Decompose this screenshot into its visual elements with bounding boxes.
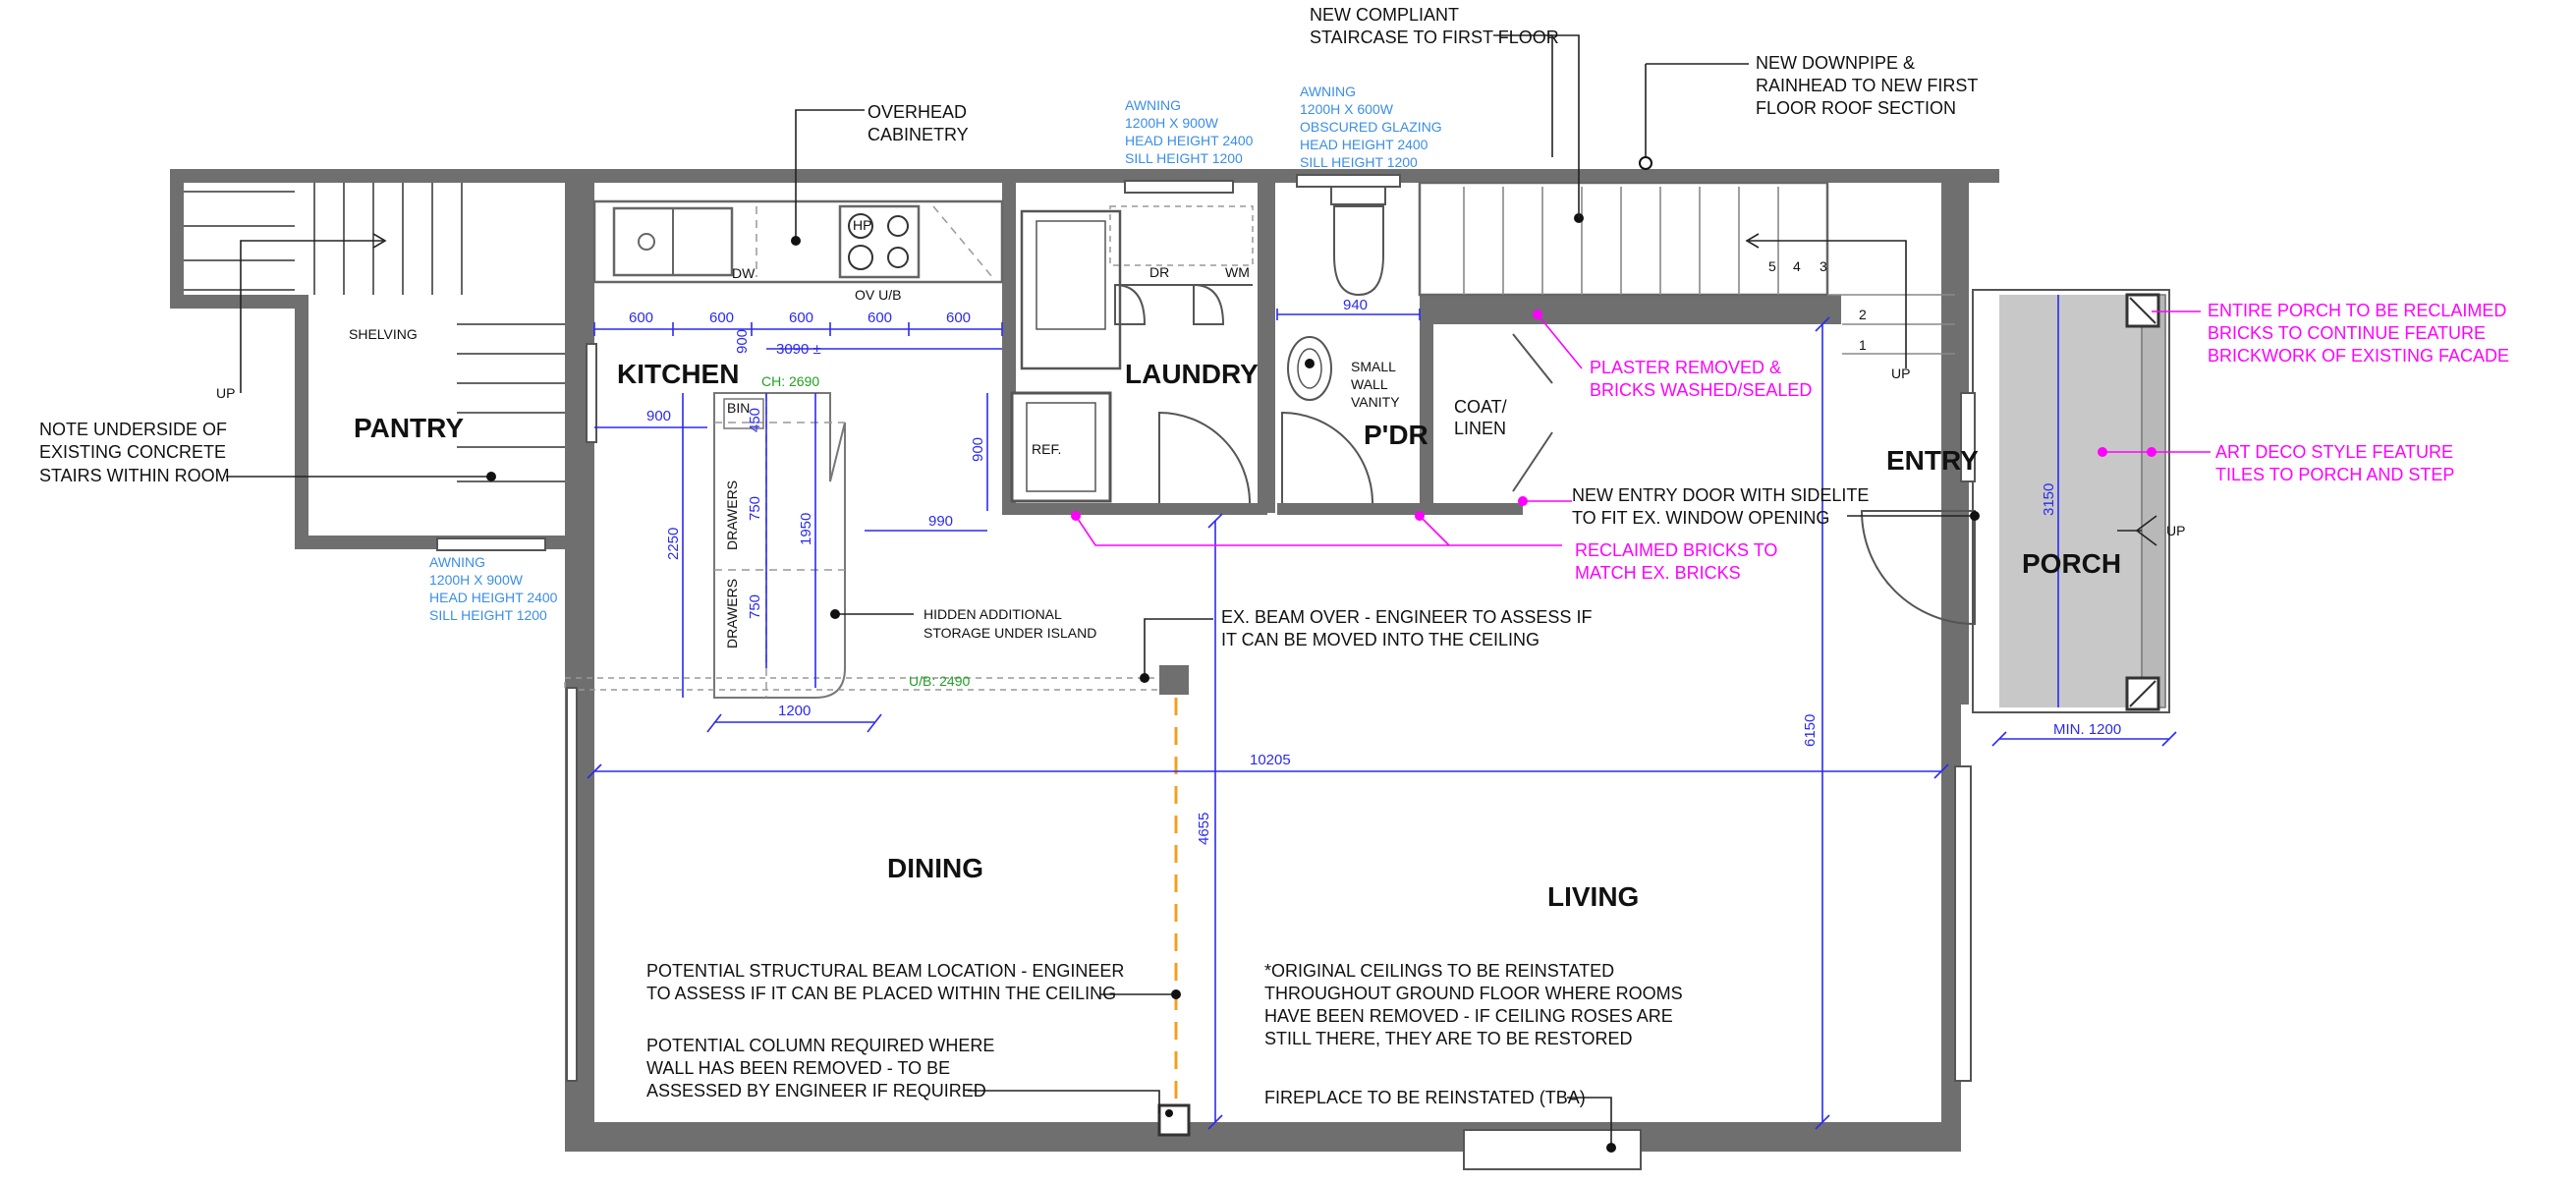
stair-up-label: UP — [1891, 366, 1911, 381]
awning-laundry-line4: SILL HEIGHT 1200 — [1125, 150, 1243, 166]
note-downpipe-line3: FLOOR ROOF SECTION — [1756, 98, 1957, 118]
pink-note-porch-line2: BRICKS TO CONTINUE FEATURE — [2208, 323, 2487, 343]
dim-600-c: 600 — [789, 310, 814, 326]
pink-note-reclaimed-line2: MATCH EX. BRICKS — [1575, 563, 1741, 583]
stair-number-2: 2 — [1859, 307, 1867, 322]
note-ceilings-line2: THROUGHOUT GROUND FLOOR WHERE ROOMS — [1264, 984, 1683, 1003]
doors — [1159, 334, 1975, 624]
label-up-porch: UP — [2166, 523, 2186, 538]
awning-pantry-line2: 1200H X 900W — [429, 572, 523, 588]
dim-990: 990 — [928, 513, 954, 530]
dim-600-d: 600 — [868, 310, 893, 326]
room-label-entry: ENTRY — [1886, 445, 1979, 476]
porch — [1973, 290, 2169, 712]
dim-10205: 10205 — [1250, 752, 1291, 768]
dim-900-kitchen: 900 — [646, 408, 672, 424]
label-drawers-2: DRAWERS — [724, 578, 740, 649]
label-ceiling-height: CH: 2690 — [761, 373, 820, 389]
note-ceilings-line4: STILL THERE, THEY ARE TO BE RESTORED — [1264, 1029, 1633, 1048]
room-label-pantry: PANTRY — [354, 413, 464, 443]
stair-number-5: 5 — [1768, 258, 1776, 274]
awning-laundry-line3: HEAD HEIGHT 2400 — [1125, 133, 1254, 148]
dim-4655: 4655 — [1196, 812, 1212, 845]
dim-3090: 3090 ± — [776, 341, 821, 358]
room-label-coat: COAT/ — [1454, 397, 1507, 417]
dim-2250: 2250 — [665, 527, 682, 560]
note-beam-over-line2: IT CAN BE MOVED INTO THE CEILING — [1221, 630, 1540, 649]
room-label-linen: LINEN — [1454, 419, 1507, 438]
dim-600-e: 600 — [946, 310, 972, 326]
room-label-dining: DINING — [887, 853, 983, 883]
note-cabinetry-line1: OVERHEAD — [868, 102, 968, 122]
dim-6150: 6150 — [1802, 713, 1819, 747]
awning-pdr-line4: HEAD HEIGHT 2400 — [1300, 137, 1428, 152]
dim-940: 940 — [1343, 297, 1369, 313]
note-cabinetry-line2: CABINETRY — [868, 125, 969, 144]
dim-600-b: 600 — [709, 310, 735, 326]
note-beam-location-line1: POTENTIAL STRUCTURAL BEAM LOCATION - ENGINEER — [646, 961, 1125, 981]
note-beam-location-line2: TO ASSESS IF IT CAN BE PLACED WITHIN THE CEILING — [646, 984, 1117, 1003]
pink-note-porch-line1: ENTIRE PORCH TO BE RECLAIMED — [2208, 301, 2507, 320]
awning-laundry-line1: AWNING — [1125, 97, 1182, 113]
awning-pdr-line2: 1200H X 600W — [1300, 101, 1393, 117]
note-underside-line1: NOTE UNDERSIDE OF — [39, 420, 228, 439]
dim-450: 450 — [747, 407, 763, 432]
pink-note-porch-line3: BRICKWORK OF EXISTING FACADE — [2208, 346, 2510, 366]
dim-3150: 3150 — [2041, 482, 2057, 516]
awning-pantry-line3: HEAD HEIGHT 2400 — [429, 590, 558, 605]
dim-750-a: 750 — [747, 495, 763, 521]
note-column-line2: WALL HAS BEEN REMOVED - TO BE — [646, 1058, 951, 1078]
pink-note-art-deco-line1: ART DECO STYLE FEATURE — [2215, 442, 2454, 462]
pink-note-reclaimed-line1: RECLAIMED BRICKS TO — [1575, 540, 1778, 560]
awning-pdr-line1: AWNING — [1300, 84, 1357, 99]
room-label-porch: PORCH — [2022, 548, 2122, 579]
pink-note-plaster-line1: PLASTER REMOVED & — [1590, 358, 1782, 377]
note-vanity-line2: WALL — [1351, 376, 1388, 392]
note-underside-line3: STAIRS WITHIN ROOM — [39, 466, 230, 485]
note-ceilings-line1: *ORIGINAL CEILINGS TO BE REINSTATED — [1264, 961, 1615, 981]
pink-note-art-deco-line2: TILES TO PORCH AND STEP — [2215, 465, 2455, 484]
note-staircase-line1: NEW COMPLIANT — [1310, 5, 1460, 25]
dim-900-ref: 900 — [970, 436, 986, 462]
note-hidden-storage-line1: HIDDEN ADDITIONAL — [924, 606, 1062, 622]
label-dr: DR — [1149, 264, 1170, 280]
label-wm: WM — [1225, 264, 1250, 280]
label-ov-ub: OV U/B — [855, 287, 902, 303]
dim-900-vertical: 900 — [734, 328, 751, 354]
awning-pdr-line5: SILL HEIGHT 1200 — [1300, 154, 1418, 170]
note-underside-line2: EXISTING CONCRETE — [39, 442, 227, 462]
note-ceilings-line3: HAVE BEEN REMOVED - IF CEILING ROSES ARE — [1264, 1006, 1673, 1026]
dim-1200: 1200 — [778, 703, 812, 719]
dim-1950: 1950 — [798, 512, 814, 545]
awning-laundry-line2: 1200H X 900W — [1125, 115, 1218, 131]
room-label-pdr: P'DR — [1364, 420, 1428, 450]
note-fireplace: FIREPLACE TO BE REINSTATED (TBA) — [1264, 1088, 1586, 1107]
dim-min-1200: MIN. 1200 — [2053, 721, 2122, 738]
label-hp: HP — [853, 217, 872, 233]
label-ref: REF. — [1032, 441, 1062, 457]
dim-600-a: 600 — [629, 310, 654, 326]
note-staircase-line2: STAIRCASE TO FIRST FLOOR — [1310, 28, 1559, 47]
stair-number-4: 4 — [1793, 258, 1801, 274]
note-entry-door-line2: TO FIT EX. WINDOW OPENING — [1572, 508, 1830, 528]
note-vanity-line3: VANITY — [1351, 394, 1400, 410]
awning-pdr-line3: OBSCURED GLAZING — [1300, 119, 1442, 135]
label-bin: BIN — [727, 400, 751, 416]
room-label-laundry: LAUNDRY — [1125, 359, 1259, 389]
note-downpipe-line2: RAINHEAD TO NEW FIRST — [1756, 76, 1979, 95]
awning-pantry-line1: AWNING — [429, 554, 486, 570]
label-dw: DW — [732, 265, 756, 281]
room-label-kitchen: KITCHEN — [617, 359, 740, 389]
room-label-living: LIVING — [1547, 881, 1640, 912]
stair-number-1: 1 — [1859, 337, 1867, 353]
label-underside-height: U/B: 2490 — [909, 673, 971, 689]
label-drawers-1: DRAWERS — [724, 480, 740, 550]
note-column-line1: POTENTIAL COLUMN REQUIRED WHERE — [646, 1036, 995, 1055]
note-column-line3: ASSESSED BY ENGINEER IF REQUIRED — [646, 1081, 986, 1100]
dim-750-b: 750 — [747, 593, 763, 619]
label-up-left: UP — [216, 385, 236, 401]
right-stairs — [1420, 183, 1955, 381]
note-hidden-storage-line2: STORAGE UNDER ISLAND — [924, 625, 1097, 641]
note-vanity-line1: SMALL — [1351, 359, 1396, 374]
label-shelving: SHELVING — [349, 326, 418, 342]
awning-pantry-line4: SILL HEIGHT 1200 — [429, 607, 547, 623]
pink-note-plaster-line2: BRICKS WASHED/SEALED — [1590, 380, 1813, 400]
note-downpipe-line1: NEW DOWNPIPE & — [1756, 53, 1916, 73]
note-beam-over-line1: EX. BEAM OVER - ENGINEER TO ASSESS IF — [1221, 607, 1593, 627]
note-entry-door-line1: NEW ENTRY DOOR WITH SIDELITE — [1572, 485, 1870, 505]
stair-number-3: 3 — [1820, 258, 1827, 274]
